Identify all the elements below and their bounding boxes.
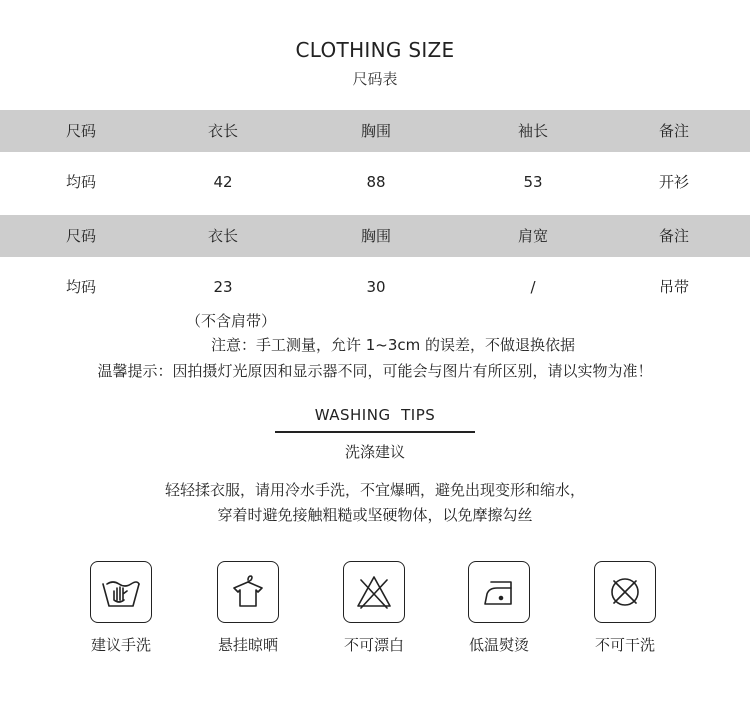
table2-header-row	[0, 215, 750, 257]
hand-wash-icon	[99, 570, 143, 614]
table1-cell-size: 均码	[65, 173, 96, 191]
table2-cell-chest: 30	[366, 278, 386, 296]
reminder-note: 温馨提示：因拍摄灯光原因和显示器不同，可能会与图片有所区别，请以实物为准！	[97, 362, 653, 380]
table2-header-remark: 备注	[658, 227, 689, 245]
no-dry-clean-icon-box	[594, 561, 656, 623]
table1-header-chest: 胸围	[360, 122, 391, 140]
washing-title-underline	[275, 431, 475, 433]
table1-cell-remark: 开衫	[658, 173, 689, 191]
washing-desc-line1: 轻轻揉衣服，请用冷水手洗，不宜爆晒，避免出现变形和缩水，	[164, 481, 585, 499]
no-dry-clean-icon	[603, 570, 647, 614]
hang-dry-label: 悬挂晾晒	[217, 636, 278, 654]
no-bleach-icon	[352, 570, 396, 614]
washing-title-en: WASHING TIPS	[314, 406, 436, 424]
hang-dry-icon	[226, 570, 270, 614]
table1-header-size: 尺码	[65, 122, 96, 140]
table2-header-shoulder: 肩宽	[517, 227, 548, 245]
table1-header-length: 衣长	[207, 122, 238, 140]
table1-header-remark: 备注	[658, 122, 689, 140]
hand-wash-icon-box	[90, 561, 152, 623]
no-bleach-label: 不可漂白	[343, 636, 404, 654]
measurement-note: 注意：手工测量，允许 1~3cm 的误差，不做退换依据	[210, 336, 576, 354]
hand-wash-label: 建议手洗	[90, 636, 151, 654]
no-bleach-icon-box	[343, 561, 405, 623]
table2-header-chest: 胸围	[360, 227, 391, 245]
table2-header-length: 衣长	[207, 227, 238, 245]
table2-cell-remark: 吊带	[658, 278, 689, 296]
washing-title-cn: 洗涤建议	[344, 443, 405, 461]
table1-header-sleeve: 袖长	[517, 122, 548, 140]
no-dry-clean-label: 不可干洗	[594, 636, 655, 654]
table2-cell-size: 均码	[65, 278, 96, 296]
table1-cell-chest: 88	[366, 173, 386, 191]
table1-cell-sleeve: 53	[523, 173, 543, 191]
table2-cell-shoulder: /	[530, 278, 536, 296]
strap-excluded-note: （不含肩带）	[186, 312, 277, 330]
title-cn: 尺码表	[352, 70, 398, 88]
table1-cell-length: 42	[213, 173, 233, 191]
table2-data-row	[0, 266, 750, 308]
hang-dry-icon-box	[217, 561, 279, 623]
low-iron-icon-box	[468, 561, 530, 623]
low-iron-label: 低温熨烫	[468, 636, 529, 654]
washing-desc-line2: 穿着时避免接触粗糙或坚硬物体，以免摩擦勾丝	[217, 506, 533, 524]
table2-cell-length: 23	[213, 278, 233, 296]
table1-header-row	[0, 110, 750, 152]
title-en: CLOTHING SIZE	[295, 38, 455, 62]
table2-header-size: 尺码	[65, 227, 96, 245]
low-iron-icon	[477, 570, 521, 614]
table1-data-row	[0, 161, 750, 203]
